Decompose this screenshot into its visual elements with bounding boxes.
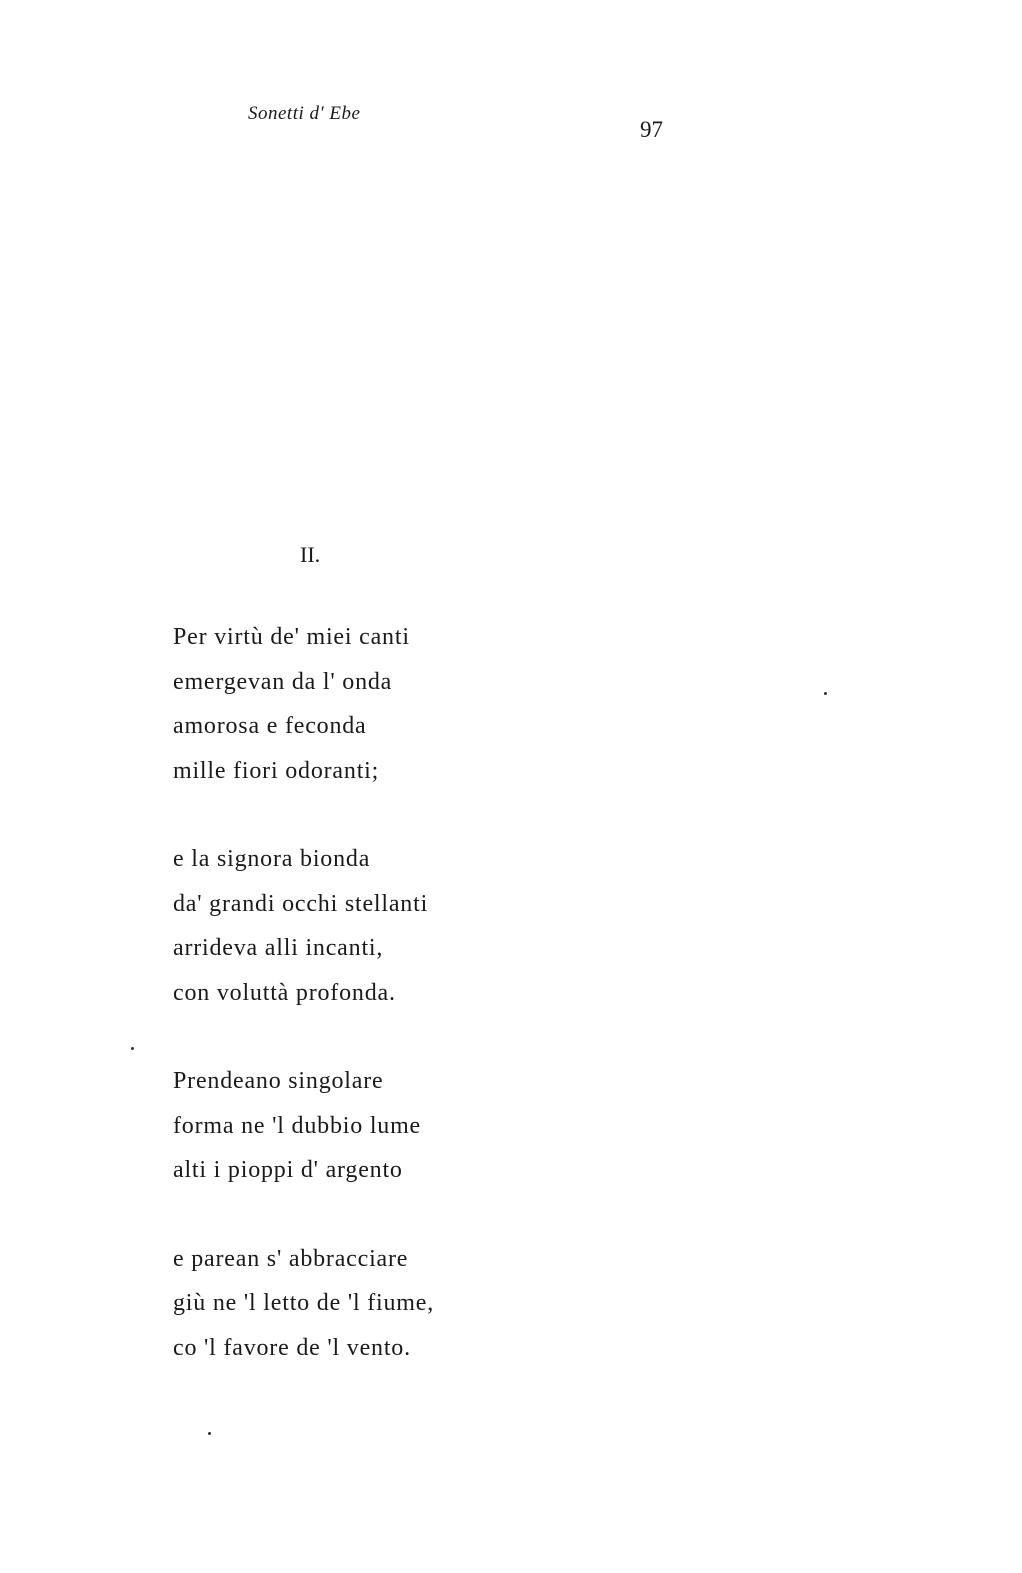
scan-speck — [824, 692, 827, 695]
poem-line: e la signora bionda — [173, 846, 371, 872]
poem-line: arrideva alli incanti, — [173, 935, 384, 961]
poem-line: da' grandi occhi stellanti — [173, 890, 429, 917]
poem-line: emergevan da l' onda — [173, 668, 393, 695]
poem-line: e parean s' abbracciare — [173, 1245, 409, 1272]
page-number: 97 — [640, 117, 663, 142]
stanza-3 — [173, 1066, 434, 1200]
poem-line: con voluttà profonda. — [173, 979, 396, 1006]
stanza-2 — [173, 844, 434, 1022]
poem-line: giù ne 'l letto de 'l fiume, — [173, 1290, 434, 1316]
poem-line: co 'l favore de 'l vento. — [173, 1334, 411, 1361]
stanza-1 — [173, 622, 434, 800]
poem — [173, 622, 434, 1421]
poem-line: alti i pioppi d' argento — [173, 1157, 403, 1183]
poem-line: amorosa e feconda — [173, 713, 367, 739]
poem-line: Per virtù de' miei canti — [173, 624, 410, 650]
section-number: II. — [300, 542, 321, 567]
poem-line: Prendeano singolare — [173, 1068, 384, 1094]
scan-speck — [131, 1047, 134, 1050]
poem-line: forma ne 'l dubbio lume — [173, 1112, 422, 1139]
stanza-4 — [173, 1244, 434, 1378]
scan-speck — [208, 1432, 211, 1435]
poem-line: mille fiori odoranti; — [173, 757, 380, 784]
running-title: Sonetti d' Ebe — [248, 103, 361, 124]
